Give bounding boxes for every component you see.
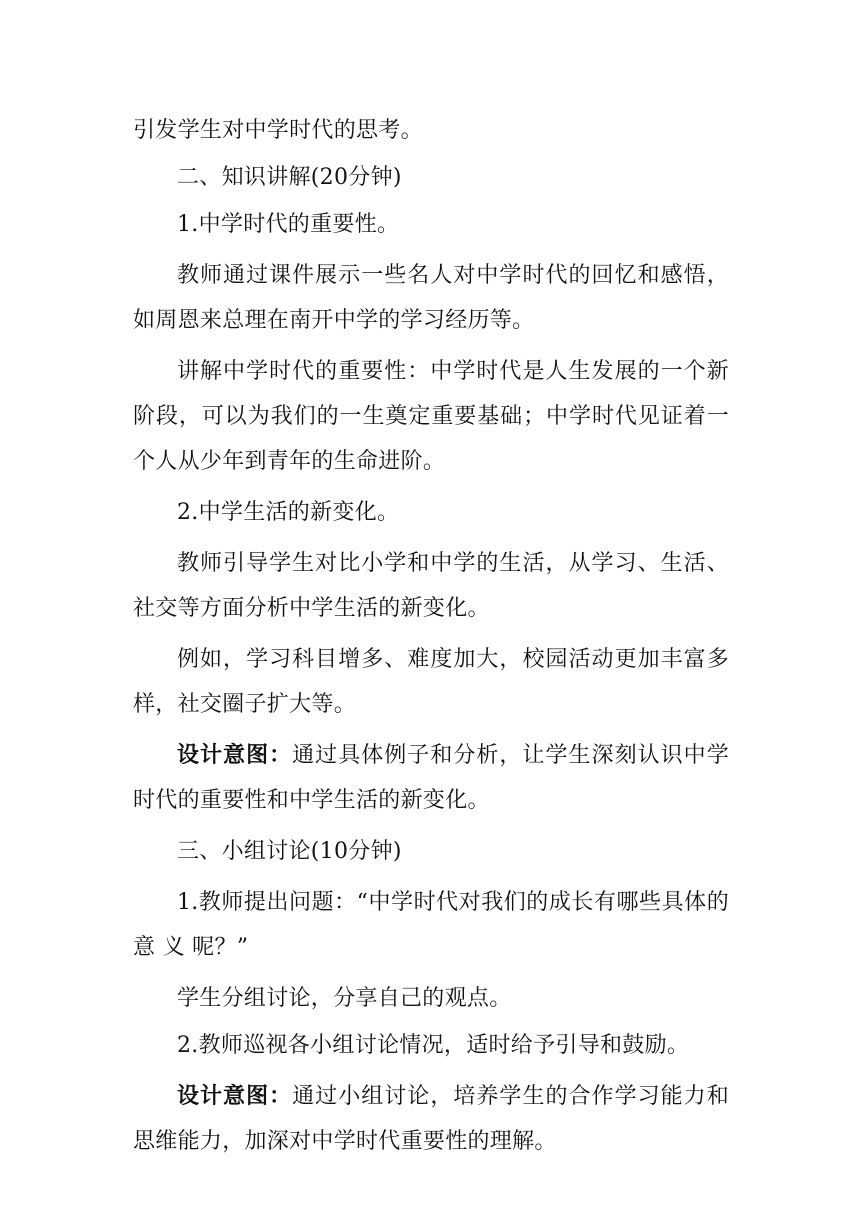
section-heading-group-discussion: 三、小组讨论(10分钟)	[177, 839, 402, 864]
design-intent-label: 设计意图：	[177, 1084, 293, 1109]
design-intent-label: 设计意图：	[177, 743, 293, 768]
paragraph-student-discussion: 学生分组讨论，分享自己的观点。	[177, 986, 512, 1011]
design-intent-text: 通过小组讨论，培养学生的合作学习能力和思维能力，加深对中学时代重要性的理解。	[133, 1084, 729, 1154]
paragraph-teacher-patrol: 2.教师巡视各小组讨论情况，适时给予引导和鼓励。	[177, 1033, 690, 1058]
section-heading-knowledge-explanation: 二、知识讲解(20分钟)	[177, 165, 402, 190]
paragraph-compare-life: 教师引导学生对比小学和中学的生活，从学习、生活、社交等方面分析中学生活的新变化。	[133, 551, 729, 621]
paragraph-design-intent-1	[133, 733, 729, 823]
subheading-new-changes: 2.中学生活的新变化。	[177, 500, 400, 525]
document-page	[133, 108, 729, 1166]
subheading-importance: 1.中学时代的重要性。	[177, 212, 400, 237]
paragraph-example: 例如，学习科目增多、难度加大，校园活动更加丰富多样，社交圈子扩大等。	[133, 647, 729, 717]
design-intent-text: 通过具体例子和分析，让学生深刻认识中学时代的重要性和中学生活的新变化。	[133, 743, 729, 813]
paragraph-design-intent-2	[133, 1074, 729, 1164]
paragraph-importance-explanation: 讲解中学时代的重要性：中学时代是人生发展的一个新阶段，可以为我们的一生奠定重要基础；中学时代见证着一个人从少年到青年的生命进阶。	[133, 359, 729, 474]
paragraph-intro-continuation: 引发学生对中学时代的思考。	[133, 118, 423, 143]
paragraph-courseware: 教师通过课件展示一些名人对中学时代的回忆和感悟，如周恩来总理在南开中学的学习经历等。	[133, 263, 729, 333]
paragraph-teacher-question: 1.教师提出问题：“中学时代对我们的成长有哪些具体的 意 义 呢？”	[133, 890, 729, 960]
